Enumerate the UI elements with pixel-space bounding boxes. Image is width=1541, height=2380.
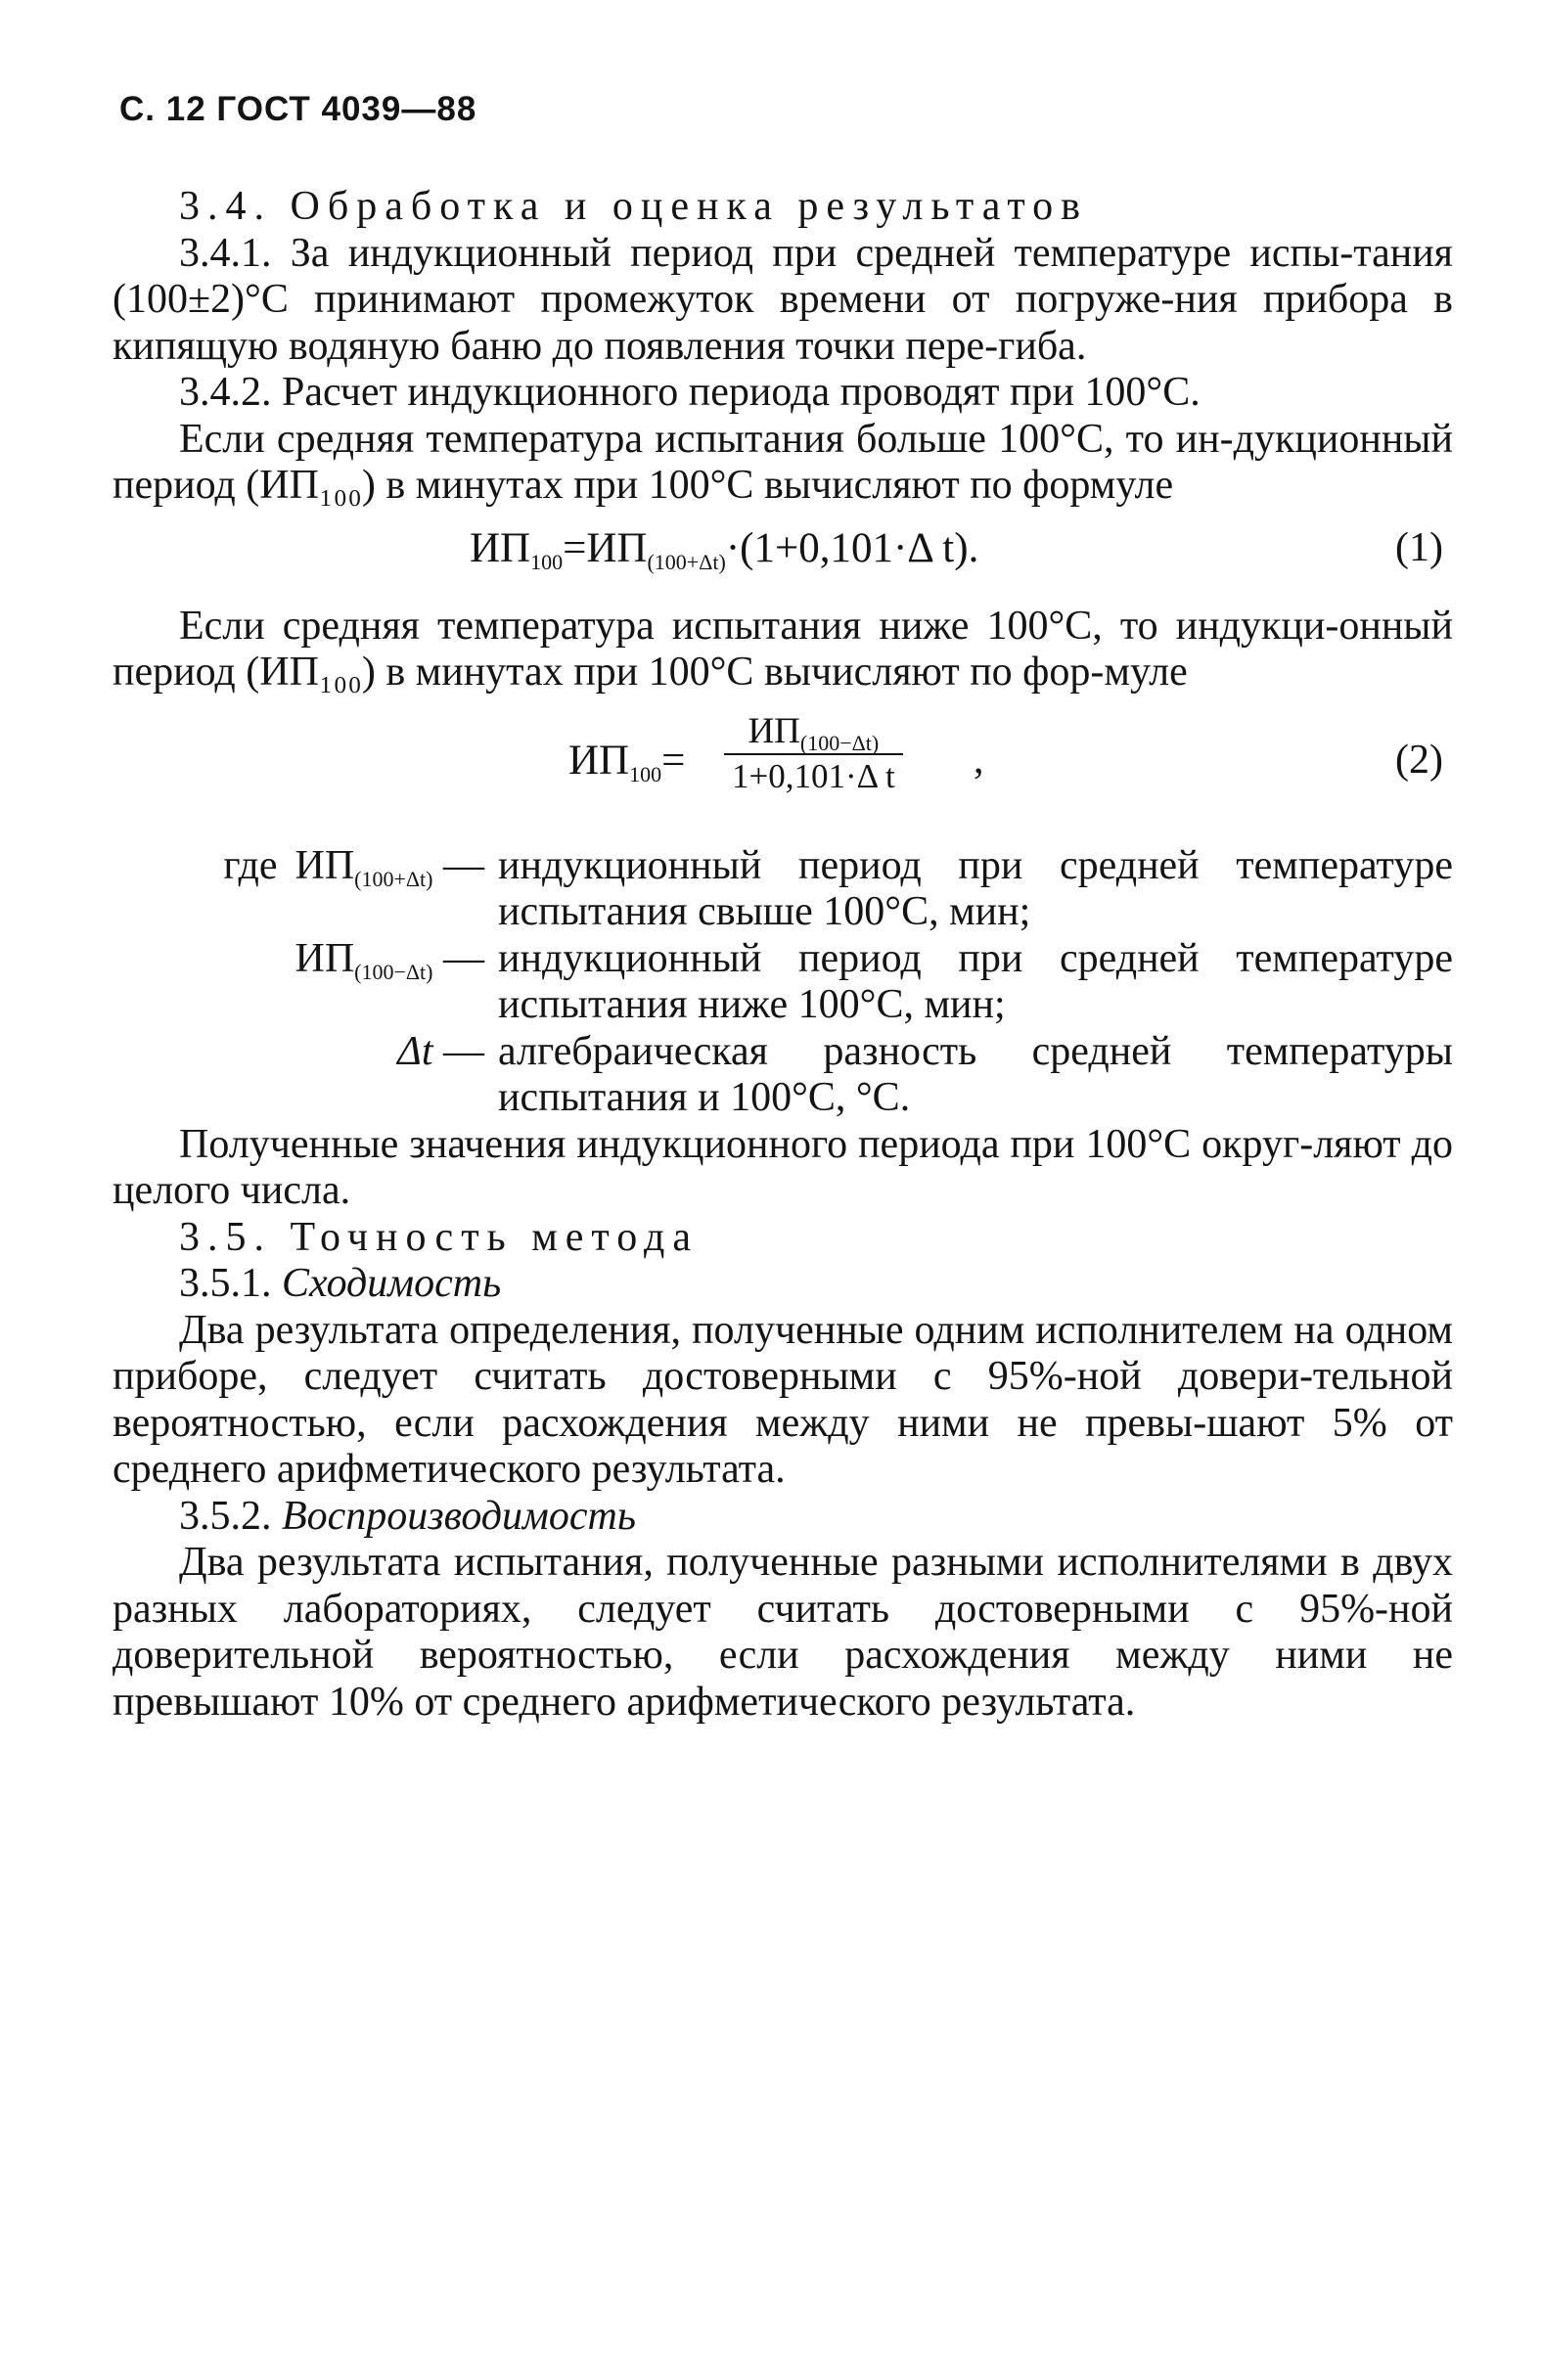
section-3-4-1-paragraph: 3.4.1. За индукционный период при средней температуре испы-тания (100±2)°С принимают промежуток времени от погруже-ния прибора в кипящую водяную баню до появления точки пере-гиба.	[113, 230, 1453, 369]
section-3-5-title: 3.5. Точность метода	[179, 1214, 700, 1260]
section-3-4-title: 3.4. Обработка и оценка результатов	[179, 184, 1088, 229]
definition-description: алгебраическая разность средней температуры испытания и 100°С, °С.	[498, 1028, 1453, 1120]
section-3-5-2-heading: 3.5.2. Воспроизводимость	[179, 1493, 636, 1539]
formula-1	[113, 525, 1453, 586]
formula-2-number: (2)	[1395, 737, 1443, 783]
definition-term: Δt —	[397, 1028, 484, 1074]
formula-1-number: (1)	[1395, 524, 1443, 570]
paragraph-below-100: Если средняя температура испытания ниже 100°С, то индукци-онный период (ИП₁₀₀) в минутах при 100°С вычисляют по фор-муле	[113, 603, 1453, 695]
page-body	[113, 184, 1453, 1726]
section-3-5-1-heading: 3.5.1. Сходимость	[179, 1261, 502, 1306]
section-3-5-2-paragraph: Два результата испытания, полученные разными исполнителями в двух разных лабораториях, следует считать достоверными с 95%-ной доверительной вероятностью, если расхождения между ними не превышают 10% от среднего арифметического результата.	[113, 1540, 1453, 1725]
rounding-paragraph: Полученные значения индукционного периода при 100°С округ-ляют до целого числа.	[113, 1121, 1453, 1213]
formula-2-comma: ,	[974, 737, 984, 783]
definition-term: где $ИП_{(100+\Delta t)}$ —	[223, 842, 484, 891]
paragraph-above-100: Если средняя температура испытания больше 100°С, то ин-дукционный период (ИП₁₀₀) в минутах при 100°С вычисляют по формуле	[113, 416, 1453, 508]
formula-2	[113, 710, 1453, 818]
page-header: С. 12 ГОСТ 4039—88	[119, 90, 477, 128]
definition-description: индукционный период при средней температуре испытания свыше 100°С, мин;	[498, 842, 1453, 934]
formula-2-numerator: $ИП_{(100-\Delta t)}$	[748, 710, 880, 755]
formula-1-expression: $ИП_{100}=ИП_{(100+\Delta t)}\cdot(1+0,101\cdot\Delta$ t).	[470, 524, 979, 574]
definition-row	[113, 843, 1453, 936]
definitions-list	[113, 843, 1453, 1122]
section-3-4-2-paragraph: 3.4.2. Расчет индукционного периода проводят при 100°С.	[179, 370, 1201, 415]
definition-row	[113, 936, 1453, 1029]
definition-row	[113, 1029, 1453, 1122]
formula-2-denominator: 1+0,101·Δ t	[732, 756, 895, 795]
formula-2-fraction	[724, 710, 903, 798]
formula-2-lhs: $ИП_{100}=$	[568, 737, 686, 786]
definition-description: индукционный период при средней температуре испытания ниже 100°С, мин;	[498, 935, 1453, 1027]
definition-term: $ИП_{(100-\Delta t)}$ —	[295, 935, 484, 984]
section-3-5-1-paragraph: Два результата определения, полученные одним исполнителем на одном приборе, следует считать достоверными с 95%-ной довери-тельной вероятностью, если расхождения между ними не превы-шают 5% от среднего арифметического результата.	[113, 1307, 1453, 1492]
